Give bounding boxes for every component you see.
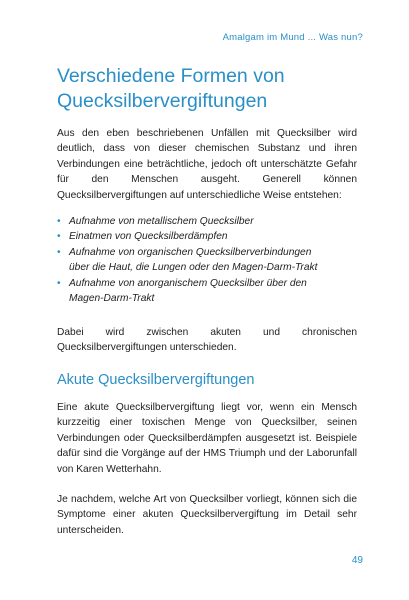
chapter-title-line-2: Quecksilbervergiftungen [57,90,268,112]
section-heading: Akute Quecksilbervergiftungen [57,372,255,388]
bullet-icon: • [57,246,61,258]
list-item [57,245,357,276]
bullet-text: Aufnahme von organischen Quecksilberverbindungen [69,246,312,258]
bullet-text: Aufnahme von anorganischem Quecksilber über den [69,277,307,289]
bullet-text-continuation: Magen-Darm-Trakt [69,293,155,305]
page-number: 49 [351,555,363,566]
bullet-text: Aufnahme von metallischem Quecksilber [69,216,254,227]
bullet-icon: • [57,216,61,227]
bullet-icon: • [57,231,61,243]
list-item [57,276,357,307]
acute-paragraph-1: Eine akute Quecksilbervergiftung liegt vor, wenn ein Mensch kurzzeitig einer toxischen Menge von Quecksilber, seinen Verbindungen oder Quecksilberdämpfen ausgesetzt ist. Beispiele dafür sind die Vorgänge auf der HMS Triumph und der Laborunfall von Karen Wetterhahn. [57,402,357,475]
bullet-list [57,214,357,306]
bullet-icon: • [57,277,61,289]
distinction-paragraph: Dabei wird zwischen akuten und chronischen Quecksilbervergiftungen unterschieden. [57,327,357,354]
bullet-text-continuation: über die Haut, die Lungen oder den Magen-Darm-Trakt [69,262,318,274]
list-item [57,229,357,244]
acute-paragraph-2: Je nachdem, welche Art von Quecksilber vorliegt, können sich die Symptome einer akuten Quecksilbervergiftung im Detail sehr unterscheiden. [57,494,357,536]
bullet-text: Einatmen von Quecksilberdämpfen [69,231,228,243]
list-item [57,214,357,229]
chapter-title-line-1: Verschiedene Formen von [57,65,285,87]
intro-paragraph: Aus den eben beschriebenen Unfällen mit Quecksilber wird deutlich, dass von dieser chemischen Substanz und ihren Verbindungen eine beträchtliche, jedoch oft unterschätzte Gefahr für den Menschen ausgeht. Generell können Quecksilbervergiftungen auf unterschiedliche Weise entstehen: [57,128,357,201]
chapter-title [57,64,367,114]
running-head: Amalgam im Mund ... Was nun? [222,32,363,43]
